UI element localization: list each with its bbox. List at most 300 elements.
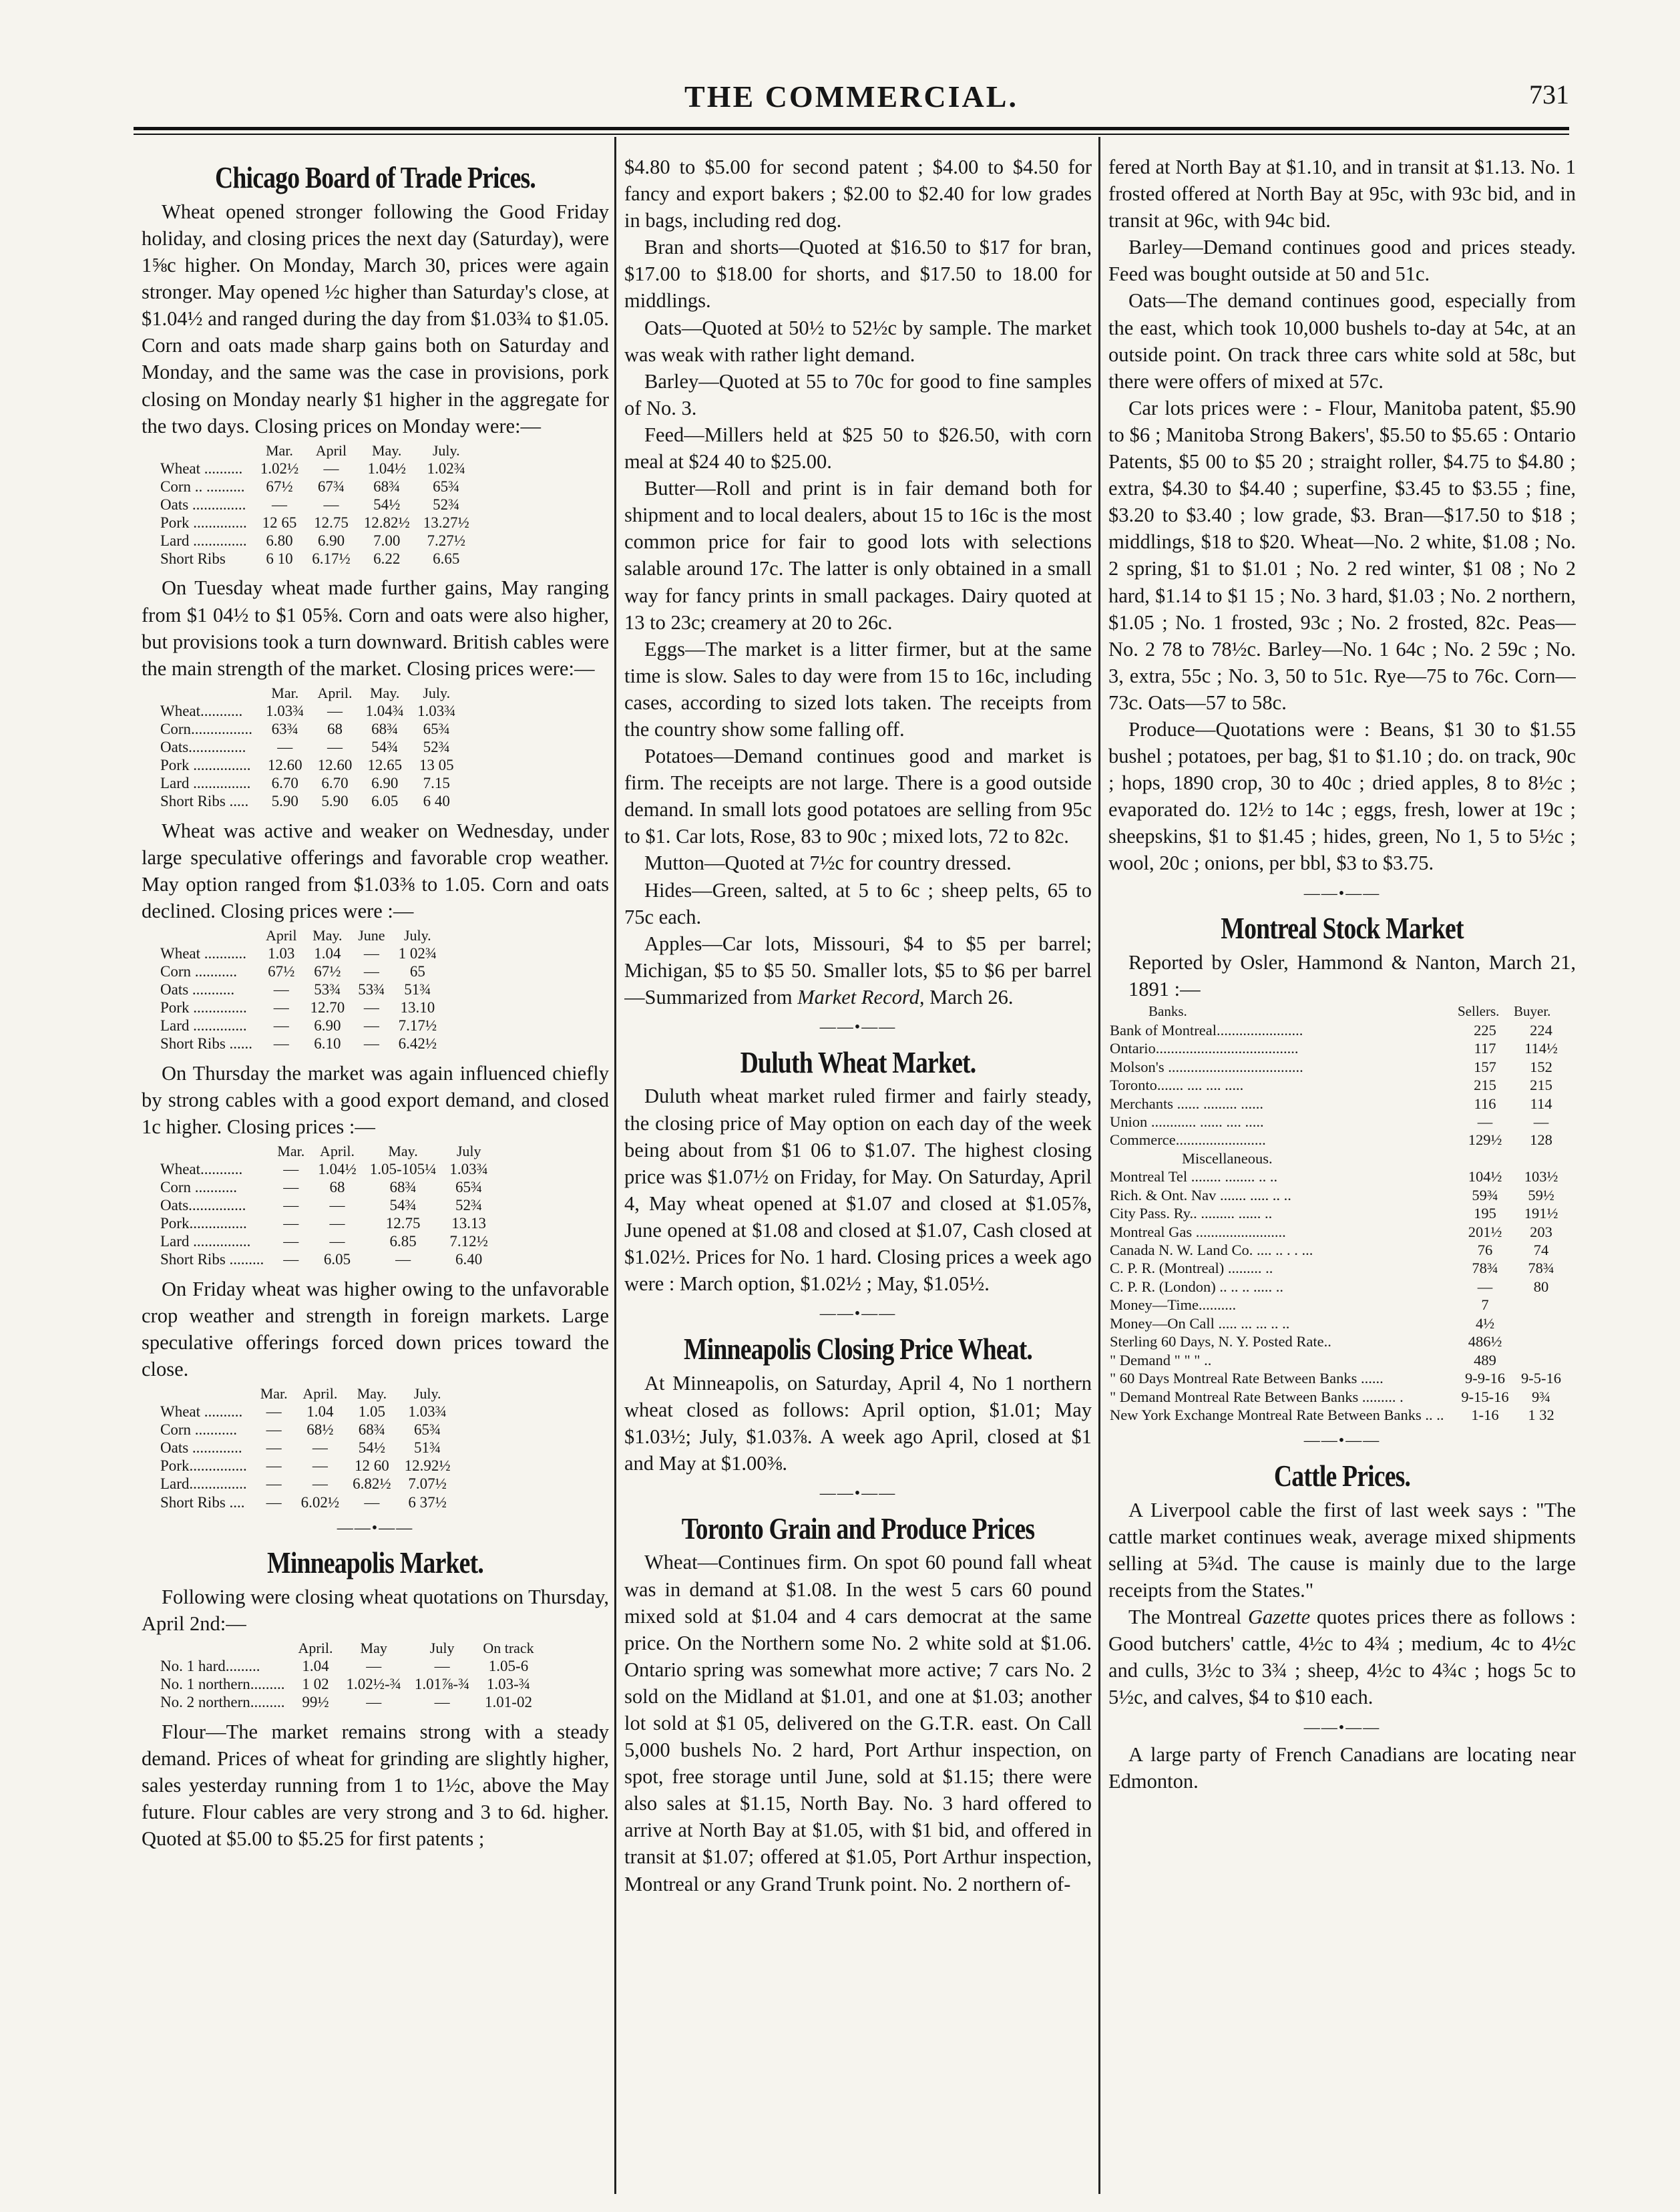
price-cell: 54¾ (389, 1197, 417, 1214)
eggs-paragraph: Eggs—The market is a litter firmer, but at the same time is slow. Sales to day were from 15 to 16c, including cases, according to sized lots taken. The receipts from the country show some falling off. (624, 637, 1092, 741)
minneapolis-market-paragraph-1: Following were closing wheat quotations on Thursday, April 2nd:— (142, 1586, 609, 1636)
price-cell: 65¾ (433, 478, 460, 495)
apples-date: March 26. (929, 985, 1014, 1008)
price-cell: — (283, 1233, 299, 1250)
price-cell: 6.82½ (353, 1475, 391, 1493)
price-cell: 6 40 (423, 793, 450, 810)
commodity-label: Pork............... (160, 1215, 247, 1232)
stock-name: Montreal Tel ........ ........ .. .. (1110, 1168, 1278, 1185)
stock-sellers: 78¾ (1472, 1260, 1498, 1277)
table-header-row (160, 1640, 541, 1657)
price-cell: 6.05 (323, 1251, 351, 1268)
price-cell: 67½ (268, 962, 295, 980)
stock-sellers: 9-15-16 (1461, 1388, 1509, 1405)
commodity-label: Oats ............. (160, 1439, 242, 1457)
stock-buyer: 114½ (1524, 1040, 1558, 1057)
price-cell: 6.90 (317, 532, 345, 550)
commodity-label: Pork ............... (160, 757, 251, 774)
price-cell: 53¾ (358, 981, 385, 998)
stock-buyer: 78¾ (1528, 1260, 1554, 1277)
masthead-title: THE COMMERCIAL. (684, 79, 1018, 114)
price-cell: — (363, 1017, 379, 1035)
price-cell: 1 02¾ (398, 944, 437, 962)
stock-name: Toronto....... .... .... ..... (1110, 1077, 1244, 1094)
duluth-paragraph: Duluth wheat market ruled firmer and fairly steady, the closing price of May option on each day of the week being about from $1 06 to $1.07. The highest closing price was $1.07½ on Friday, for May. On Saturday, April 4, May wheat opened at $1.07 and closed at $1.05⅞, June opened at $1.08 and closed at $1.07, Cash closed at $1.02½. Prices for No. 1 hard. Closing prices a week ago were : March option, $1.02½ ; May, $1.05½. (624, 1085, 1092, 1296)
stock-buyer: 1 32 (1528, 1406, 1554, 1423)
stock-sellers: 129½ (1468, 1131, 1502, 1149)
stock-header-banks: Banks. (1148, 1003, 1187, 1020)
table-header-row (160, 442, 476, 459)
stock-buyer: 191½ (1524, 1205, 1558, 1222)
price-cell: 6.80 (266, 532, 293, 550)
table-header-cell (160, 442, 254, 459)
stock-sellers: 59¾ (1472, 1186, 1498, 1204)
price-cell: 12 65 (262, 514, 297, 532)
table-header-cell (160, 927, 259, 944)
table-row (160, 1693, 541, 1711)
montreal-stock-table (1108, 1002, 1569, 1424)
flour-continued: $4.80 to $5.00 for second patent ; $4.00 to $4.50 for fancy and export bakers ; $2.00 to $2.40 for low grades in bags, including red dog. (624, 156, 1092, 232)
price-cell: 1.03¾ (266, 702, 304, 719)
price-cell: 1.03¾ (449, 1160, 488, 1177)
table-row (160, 1017, 443, 1035)
section-ornament: ——•—— (1303, 1718, 1381, 1736)
minneapolis-market-heading: Minneapolis Market. (267, 1545, 483, 1580)
price-cell: — (329, 1215, 345, 1232)
commodity-label: Short Ribs (160, 550, 226, 568)
toronto-barley-paragraph: Barley—Demand continues good and prices steady. Feed was bought outside at 50 and 51c. (1108, 236, 1576, 286)
price-cell: 68 (329, 1178, 345, 1195)
oats-paragraph: Oats—Quoted at 50½ to 52½c by sample. The market was weak with rather light demand. (624, 316, 1092, 366)
commodity-label: Corn .. .......... (160, 478, 245, 495)
price-cell: 68 (327, 720, 343, 737)
price-cell: 7.00 (373, 532, 401, 550)
table-row (160, 774, 462, 792)
table-row (160, 1035, 443, 1053)
price-cell: 6.70 (321, 775, 349, 792)
minneapolis-market-paragraph-2: Flour—The market remains strong with a steady demand. Prices of wheat for grinding are slightly higher, sales yesterday running from 1 to 1½c, above the May future. Flour cables are very strong and 3 to 6d. higher. Quoted at $5.00 to $5.25 for first patents ; (142, 1720, 609, 1850)
table-header-cell: April (315, 441, 347, 459)
commodity-label: Corn ........... (160, 1421, 237, 1439)
stock-banks-body (1108, 1021, 1569, 1149)
table-row (160, 944, 443, 962)
commodity-label: Wheat ........... (160, 944, 247, 962)
price-cell: 1.03¾ (408, 1403, 447, 1420)
produce-paragraph: Produce—Quotations were : Beans, $1 30 to $1.55 bushel ; potatoes, per bag, $1 to $1.10 ; do. on track, 90c ; hops, 1890 crop, 30 to 40c ; dried apples, 8 to 8½c ; evaporated do. 12½ to 14c ; eggs, fresh, lower at 19c ; sheepskins, $1 to $1.45 ; hides, green, No 1, 5 to 5½c ; wool, 20c ; onions, per bbl, $3 to $3.75. (1108, 717, 1576, 875)
cattle-p2-start: The Montreal (1128, 1606, 1242, 1629)
stock-header-sellers: Sellers. (1458, 1003, 1500, 1020)
price-cell: 5.90 (321, 793, 349, 810)
column-1 (142, 154, 609, 2185)
commodity-label: Short Ribs ...... (160, 1035, 253, 1053)
price-cell: 1.02½ (260, 459, 299, 477)
price-cell: — (273, 1035, 289, 1053)
price-cell: — (266, 1403, 282, 1420)
price-cell: 7.12½ (449, 1233, 488, 1250)
stock-row (1108, 1223, 1569, 1241)
price-cell: 1.02½-¾ (346, 1676, 401, 1693)
price-cell: 1 02 (302, 1676, 329, 1693)
stock-row (1108, 1296, 1569, 1314)
table-header-cell: May. (370, 684, 400, 701)
price-cell: 7.07½ (408, 1475, 447, 1493)
price-cell: 6.90 (314, 1017, 341, 1035)
stock-buyer (1513, 1296, 1569, 1314)
stock-name: Montreal Gas ........................ (1110, 1223, 1286, 1240)
table-header-cell: April. (320, 1142, 355, 1159)
stock-name: Sterling 60 Days, N. Y. Posted Rate.. (1110, 1333, 1331, 1350)
chicago-table-thursday (160, 1143, 495, 1269)
table-header-cell: May (360, 1640, 387, 1657)
price-cell: 1.03-¾ (486, 1676, 531, 1693)
stock-name: " Demand Montreal Rate Between Banks ......... . (1110, 1388, 1404, 1405)
chicago-table-wednesday (160, 927, 443, 1053)
montreal-stock-intro: Reported by Osler, Hammond & Nanton, March 21, 1891 :— (1128, 950, 1576, 1001)
table-row (160, 702, 462, 720)
duluth-heading: Duluth Wheat Market. (740, 1045, 976, 1079)
table-row (160, 1421, 457, 1439)
table-row (160, 1403, 457, 1421)
price-cell: 1.04½ (367, 459, 406, 477)
price-cell: 6 37½ (408, 1493, 447, 1511)
commodity-label: Short Ribs ..... (160, 793, 249, 810)
table-header-cell: May. (312, 926, 343, 944)
commodity-label: Oats .............. (160, 496, 246, 513)
price-cell: — (364, 1493, 380, 1511)
price-cell: 1.04 (314, 944, 341, 962)
section-ornament: ——•—— (1303, 1432, 1381, 1450)
price-cell: 1.04 (302, 1658, 329, 1675)
chicago-paragraph-3: Wheat was active and weaker on Wednesday, under large speculative offerings and favorable crop weather. May option ranged from $1.03⅜ to 1.05. Corn and oats declined. Closing prices were :— (142, 819, 609, 922)
price-cell: 51¾ (414, 1439, 441, 1457)
price-cell: 1.01⅞-¾ (414, 1676, 470, 1693)
commodity-label: Wheat........... (160, 1160, 243, 1177)
apples-paragraph (624, 930, 1092, 1010)
commodity-label: Corn ........... (160, 1178, 237, 1195)
table-header-cell: On track (483, 1640, 534, 1657)
price-cell: — (273, 981, 289, 998)
table-row (160, 459, 476, 478)
chicago-paragraph-1: Wheat opened stronger following the Good Friday holiday, and closing prices the next day (Saturday), were 1⅝c higher. On Monday, March 30, prices were again stronger. May opened ½c higher than Saturday's close, at $1.04½ and ranged during the day from $1.03¾ to $1.05. Corn and oats made sharp gains both on Saturday and Monday, and the same was the case in provisions, pork closing on Monday nearly $1 higher in the aggregate for the two days. Closing prices on Monday were:— (142, 200, 609, 437)
stock-row (1108, 1259, 1569, 1277)
price-cell: — (266, 1439, 282, 1457)
table-row (160, 1675, 541, 1693)
stock-row (1108, 1314, 1569, 1332)
price-cell: 68½ (306, 1421, 334, 1439)
commodity-label: Corn ........... (160, 962, 237, 980)
stock-buyer: 215 (1530, 1077, 1552, 1094)
stock-sellers: 195 (1474, 1205, 1496, 1222)
price-cell: 54½ (373, 496, 401, 513)
stock-row (1108, 1241, 1569, 1259)
stock-buyer: 203 (1530, 1223, 1552, 1240)
stock-sellers: 117 (1474, 1040, 1496, 1057)
stock-sellers: 1-16 (1471, 1406, 1499, 1423)
stock-name: Rich. & Ont. Nav ....... ..... .. .. (1110, 1186, 1291, 1204)
table-row (160, 532, 476, 550)
stock-name: C. P. R. (London) .. .. .. ..... .. (1110, 1278, 1284, 1295)
stock-misc-row (1108, 1149, 1569, 1167)
stock-name: C. P. R. (Montreal) ......... .. (1110, 1260, 1273, 1277)
price-cell: 7.27½ (427, 532, 465, 550)
price-cell: 53¾ (314, 981, 341, 998)
price-cell: 13.10 (400, 999, 435, 1017)
table-row (160, 1214, 495, 1232)
stock-sellers: 157 (1474, 1058, 1496, 1075)
stock-sellers: 7 (1481, 1296, 1489, 1314)
commodity-label: No. 2 northern......... (160, 1694, 285, 1711)
stock-name: Ontario...................................... (1110, 1040, 1299, 1057)
minneapolis-market-table (160, 1640, 541, 1711)
price-cell: 6.10 (314, 1035, 341, 1053)
price-cell: 54½ (358, 1439, 386, 1457)
stock-row (1108, 1332, 1569, 1350)
table-row (160, 1457, 457, 1475)
commodity-label: Lard ............... (160, 1233, 251, 1250)
stock-misc-body (1108, 1167, 1569, 1424)
table-header-cell: Mar. (260, 1385, 288, 1402)
price-cell: 63¾ (271, 720, 298, 737)
table-header-cell: Mar. (271, 684, 299, 701)
table-header-cell: April. (302, 1385, 338, 1402)
table-row (160, 1232, 495, 1250)
chicago-table-monday (160, 442, 476, 568)
column-3 (1108, 154, 1576, 2185)
table-header-cell: April. (317, 684, 353, 701)
cattle-p2-rest: quotes prices there as follows : Good butchers' cattle, 4½c to 4¾ ; medium, 4c to 4½c and culls, 3½c to 3¾ ; sheep, 4½c to 4¾c ; hogs 5c to 5½c, and calves, $4 to $10 each. (1108, 1606, 1576, 1709)
price-cell: 12.82½ (363, 514, 410, 532)
stock-row (1108, 1204, 1569, 1222)
stock-row (1108, 1186, 1569, 1204)
minneapolis-closing-paragraph: At Minneapolis, on Saturday, April 4, No 1 northern wheat closed as follows: April option, $1.01; May $1.03½; July, $1.03⅞. A week ago April, closed at $1 and May at $1.00⅜. (624, 1371, 1092, 1475)
price-cell: — (329, 1197, 345, 1214)
toronto-continued: fered at North Bay at $1.10, and in transit at $1.13. No. 1 frosted offered at North Bay at 95c, with 93c bid, and in transit at 96c, with 94c bid. (1108, 156, 1576, 232)
stock-row (1108, 1406, 1569, 1424)
price-cell: 1.05-6 (488, 1658, 529, 1675)
section-ornament: ——•—— (1303, 884, 1381, 902)
potatoes-paragraph: Potatoes—Demand continues good and market is firm. The receipts are not large. There is a good outside demand. In small lots good potatoes are selling from 95c to $1. Car lots, Rose, 83 to 90c ; mixed lots, 72 to 82c. (624, 745, 1092, 848)
butter-paragraph: Butter—Roll and print is in fair demand both for shipment and to local dealers, about 15 to 16c is the most common price for fair to good lots with selections salable around 17c. The latter is only obtained in a small way for fancy prints in small packages. Dairy quoted at 13 to 23c; creamery at 20 to 26c. (624, 477, 1092, 634)
header-rule-thin (134, 134, 1569, 135)
price-cell: — (434, 1658, 450, 1675)
stock-name: New York Exchange Montreal Rate Between Banks .. .. (1110, 1406, 1444, 1423)
stock-row (1108, 1113, 1569, 1131)
price-cell: 6.70 (271, 775, 298, 792)
table-header-row (160, 1385, 457, 1403)
minneapolis-closing-heading: Minneapolis Closing Price Wheat. (683, 1331, 1033, 1366)
price-cell: — (363, 1035, 379, 1053)
cattle-paragraph-2 (1108, 1604, 1576, 1710)
price-cell: 68¾ (358, 1421, 386, 1439)
price-cell: 13.27½ (423, 514, 469, 532)
stock-sellers: 76 (1477, 1242, 1493, 1259)
table-header-cell (160, 1640, 292, 1657)
price-cell: — (327, 702, 343, 719)
stock-buyer (1513, 1351, 1569, 1369)
stock-row (1108, 1131, 1569, 1149)
price-cell: — (329, 1233, 345, 1250)
table-header-row (160, 1143, 495, 1160)
stock-buyer (1513, 1314, 1569, 1332)
table-row (160, 496, 476, 514)
stock-buyer: 59½ (1528, 1186, 1554, 1204)
hides-paragraph: Hides—Green, salted, at 5 to 6c ; sheep pelts, 65 to 75c each. (624, 878, 1092, 928)
table-row (160, 980, 443, 998)
price-cell: — (366, 1694, 382, 1711)
price-cell: 5.90 (271, 793, 298, 810)
stock-header-buyer: Buyer. (1514, 1003, 1551, 1020)
table-header-cell: July. (432, 441, 460, 459)
page-number: 731 (1529, 79, 1569, 110)
price-cell: 99½ (302, 1694, 329, 1711)
price-cell: — (283, 1251, 299, 1268)
table-header-row (160, 927, 443, 944)
commodity-label: Pork .............. (160, 514, 247, 532)
price-cell: 6.90 (371, 775, 399, 792)
price-cell: — (434, 1694, 450, 1711)
table-header-cell: April (266, 926, 297, 944)
table-header-cell: Mar. (265, 441, 293, 459)
stock-name: Money—Time.......... (1110, 1296, 1237, 1314)
table-row (160, 792, 462, 810)
commodity-label: Oats ........... (160, 981, 235, 998)
price-cell: 12.75 (314, 514, 349, 532)
table-row (160, 1493, 457, 1511)
table-row (160, 514, 476, 532)
price-cell: 65¾ (455, 1178, 483, 1195)
edmonton-paragraph: A large party of French Canadians are locating near Edmonton. (1108, 1743, 1576, 1793)
price-cell: 6.05 (371, 793, 399, 810)
cattle-heading: Cattle Prices. (1273, 1458, 1411, 1493)
price-cell: — (312, 1475, 328, 1493)
stock-sellers: 215 (1474, 1077, 1496, 1094)
stock-buyer: 114 (1530, 1095, 1552, 1112)
stock-row (1108, 1039, 1569, 1057)
price-cell: 1.03 (268, 944, 295, 962)
price-cell: — (266, 1421, 282, 1439)
stock-name: Bank of Montreal....................... (1110, 1021, 1303, 1039)
table-header-cell: July. (413, 1385, 441, 1402)
chicago-table-tuesday (160, 685, 462, 811)
table-header-cell: May. (388, 1142, 418, 1159)
price-cell: 13.13 (451, 1215, 487, 1232)
stock-buyer: 9¾ (1531, 1388, 1551, 1405)
price-cell: — (327, 739, 343, 756)
price-cell: 1.04¾ (365, 702, 404, 719)
commodity-label: Short Ribs .... (160, 1493, 245, 1511)
price-cell: 6.40 (455, 1251, 483, 1268)
price-cell: — (312, 1457, 328, 1475)
price-cell: — (395, 1251, 411, 1268)
stock-sellers: 489 (1474, 1351, 1496, 1368)
table-row (160, 550, 476, 568)
column-divider-2 (1098, 137, 1100, 2194)
price-cell: 68¾ (371, 720, 399, 737)
price-cell: — (273, 1017, 289, 1035)
stock-buyer: 224 (1530, 1021, 1552, 1039)
stock-row (1108, 1076, 1569, 1094)
price-cell: 1.05-105¼ (369, 1160, 437, 1177)
stock-name: City Pass. Ry.. ......... ...... .. (1110, 1205, 1273, 1222)
price-cell: 67½ (266, 478, 293, 495)
price-cell: — (271, 496, 287, 513)
price-cell: — (312, 1439, 328, 1457)
column-2 (624, 154, 1092, 2185)
stock-row (1108, 1095, 1569, 1113)
price-cell: 7.17½ (398, 1017, 437, 1035)
stock-name: Canada N. W. Land Co. .... .. . . ... (1110, 1242, 1313, 1259)
price-cell: 12.92½ (404, 1457, 451, 1475)
table-header-cell: July. (423, 684, 451, 701)
price-cell: 1.04 (306, 1403, 334, 1420)
stock-sellers: 116 (1474, 1095, 1496, 1112)
price-cell: — (363, 944, 379, 962)
header-rule-thick (134, 127, 1569, 130)
commodity-label: Lard .............. (160, 1017, 247, 1035)
stock-name: Money—On Call ..... ... ... .. .. (1110, 1314, 1290, 1332)
section-ornament: ——•—— (819, 1485, 897, 1502)
stock-header-row (1108, 1002, 1569, 1021)
car-lots-paragraph: Car lots prices were : - Flour, Manitoba patent, $5.90 to $6 ; Manitoba Strong Bakers', $5.50 to $5.65 : Ontario Patents, $5 00 to $5 20 ; straight roller, $4.75 to $4.80 ; extra, $4.30 to $4.40 ; superfine, $3.45 to $3.55 ; fine, $3.20 to $3.40 ; low grade, $3. Bran—$17.50 to $18 ; middlings, $18 to $20. Wheat—No. 2 white, $1.08 ; No. 2 spring, $1 to $1.01 ; No. 2 red winter, $1 08 ; No 2 hard, $1.14 to $1 15 ; No. 3 hard, $1.03 ; No. 2 northern, $1.05 ; No. 1 frosted, 93c ; No. 2 frosted, 82c. Peas—No. 2 78 to 78½c. Barley—No. 1 64c ; No. 2 59c ; No. 3, extra, 55c ; No. 3, 50 to 51c. Rye—75 to 76c. Corn—73c. Oats—57 to 58c. (1108, 396, 1576, 714)
commodity-label: Lard............... (160, 1475, 247, 1493)
table-row (160, 720, 462, 738)
mutton-paragraph: Mutton—Quoted at 7½c for country dressed. (644, 852, 1012, 875)
table-row (160, 1475, 457, 1493)
price-cell: — (283, 1160, 299, 1177)
price-cell: — (283, 1178, 299, 1195)
stock-sellers: 225 (1474, 1021, 1496, 1039)
price-cell: 52¾ (455, 1197, 483, 1214)
commodity-label: Wheat .......... (160, 1403, 243, 1420)
table-row (160, 1196, 495, 1214)
stock-buyer: 80 (1533, 1278, 1549, 1295)
commodity-label: Short Ribs ......... (160, 1251, 264, 1268)
price-cell: 6 10 (266, 550, 293, 568)
stock-row (1108, 1388, 1569, 1406)
commodity-label: Corn................ (160, 720, 252, 737)
price-cell: 68¾ (373, 478, 401, 495)
stock-buyer: 9-5-16 (1521, 1370, 1561, 1387)
table-row (160, 738, 462, 756)
price-cell: 54¾ (371, 739, 399, 756)
table-row (160, 756, 462, 774)
table-row (160, 962, 443, 980)
commodity-label: Lard ............... (160, 775, 251, 792)
stock-row (1108, 1058, 1569, 1076)
stock-sellers: 486½ (1468, 1333, 1502, 1350)
commodity-label: Wheat .......... (160, 459, 243, 477)
price-cell: 6.65 (433, 550, 460, 568)
price-cell: — (363, 999, 379, 1017)
price-cell: 12.60 (267, 757, 302, 774)
price-cell: — (323, 496, 339, 513)
price-cell: 12.75 (385, 1215, 421, 1232)
commodity-label: Oats............... (160, 1197, 246, 1214)
stock-name: Molson's .................................... (1110, 1058, 1303, 1075)
price-cell: 6.02½ (300, 1493, 340, 1511)
price-cell: 52¾ (423, 739, 450, 756)
stock-sellers: 4½ (1475, 1314, 1495, 1332)
stock-buyer (1513, 1332, 1569, 1350)
price-cell: 1.02¾ (427, 459, 465, 477)
price-cell: 12.65 (367, 757, 403, 774)
price-cell: — (277, 739, 293, 756)
bran-shorts-paragraph: Bran and shorts—Quoted at $16.50 to $17 for bran, $17.00 to $18.00 for shorts, and $17.50 to 18.00 for middlings. (624, 236, 1092, 313)
commodity-label: Lard .............. (160, 532, 247, 550)
price-cell: 6.85 (389, 1233, 417, 1250)
stock-sellers: — (1477, 1113, 1493, 1130)
column-divider-1 (614, 137, 616, 2194)
